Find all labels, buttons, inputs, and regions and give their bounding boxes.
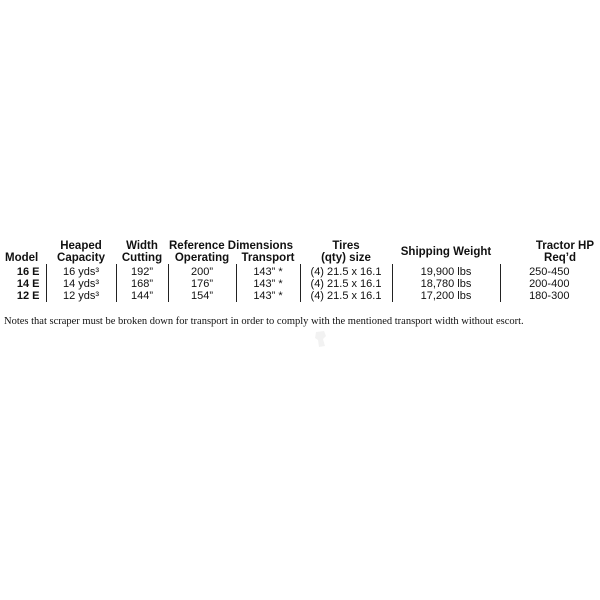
cell-cutting: 168” xyxy=(116,278,168,290)
header-tractor-hp-label: Tractor HP xyxy=(535,240,594,252)
cell-shipping-weight: 19,900 lbs xyxy=(392,264,500,278)
header-ref-dimensions-label: Reference Dimensions xyxy=(169,240,293,252)
cell-operating: 154” xyxy=(168,290,236,302)
cell-operating: 176” xyxy=(168,278,236,290)
header-operating xyxy=(168,252,236,264)
cell-cutting: 144” xyxy=(116,290,168,302)
header-heaped-label: Heaped xyxy=(60,240,102,252)
header-width-label: Width xyxy=(126,240,158,252)
cell-tractor-hp: 200-400 xyxy=(500,278,598,290)
header-reqd xyxy=(500,252,598,264)
header-row-1 xyxy=(4,240,598,252)
header-capacity-label: Capacity xyxy=(57,252,105,264)
cell-shipping-weight: 18,780 lbs xyxy=(392,278,500,290)
header-tractor-hp xyxy=(500,240,598,252)
header-transport xyxy=(236,252,300,264)
cell-tires: (4) 21.5 x 16.1 xyxy=(300,290,392,302)
header-tires-size-label: (qty) size xyxy=(321,252,371,264)
cell-model: 12 E xyxy=(16,290,40,302)
faint-watermark-icon xyxy=(313,330,329,348)
header-model xyxy=(4,240,46,264)
header-capacity xyxy=(46,252,116,264)
header-transport-label: Transport xyxy=(241,252,295,264)
cell-operating: 200” xyxy=(168,264,236,278)
header-tires-label: Tires xyxy=(332,240,360,252)
header-row-2 xyxy=(4,252,598,264)
table-row xyxy=(4,278,598,290)
header-shipping-weight xyxy=(392,240,500,264)
cell-tires: (4) 21.5 x 16.1 xyxy=(300,264,392,278)
header-tires-size xyxy=(300,252,392,264)
cell-transport: 143” * xyxy=(236,290,300,302)
cell-model: 16 E xyxy=(16,266,40,278)
header-reqd-label: Req’d xyxy=(544,252,576,264)
cell-tractor-hp: 250-450 xyxy=(500,264,598,278)
header-ref-dimensions xyxy=(168,240,300,252)
cell-tractor-hp: 180-300 xyxy=(500,290,598,302)
cell-capacity: 12 yds³ xyxy=(46,290,116,302)
cell-tires: (4) 21.5 x 16.1 xyxy=(300,278,392,290)
table-row xyxy=(4,264,598,278)
header-width xyxy=(116,240,168,252)
transport-note: Notes that scraper must be broken down for transport in order to comply with the mentioned transport width without escort. xyxy=(4,316,524,327)
cell-transport: 143” * xyxy=(236,278,300,290)
cell-transport: 143” * xyxy=(236,264,300,278)
cell-cutting: 192” xyxy=(116,264,168,278)
header-tires xyxy=(300,240,392,252)
cell-capacity: 14 yds³ xyxy=(46,278,116,290)
header-shipping-weight-label: Shipping Weight xyxy=(400,246,492,258)
table-row xyxy=(4,290,598,302)
header-cutting xyxy=(116,252,168,264)
header-heaped xyxy=(46,240,116,252)
cell-model: 14 E xyxy=(16,278,40,290)
header-cutting-label: Cutting xyxy=(121,252,163,264)
header-model-label: Model xyxy=(5,252,39,264)
cell-shipping-weight: 17,200 lbs xyxy=(392,290,500,302)
spec-table xyxy=(4,240,598,302)
cell-capacity: 16 yds³ xyxy=(46,264,116,278)
spec-table-wrapper xyxy=(4,240,598,302)
header-operating-label: Operating xyxy=(174,252,230,264)
